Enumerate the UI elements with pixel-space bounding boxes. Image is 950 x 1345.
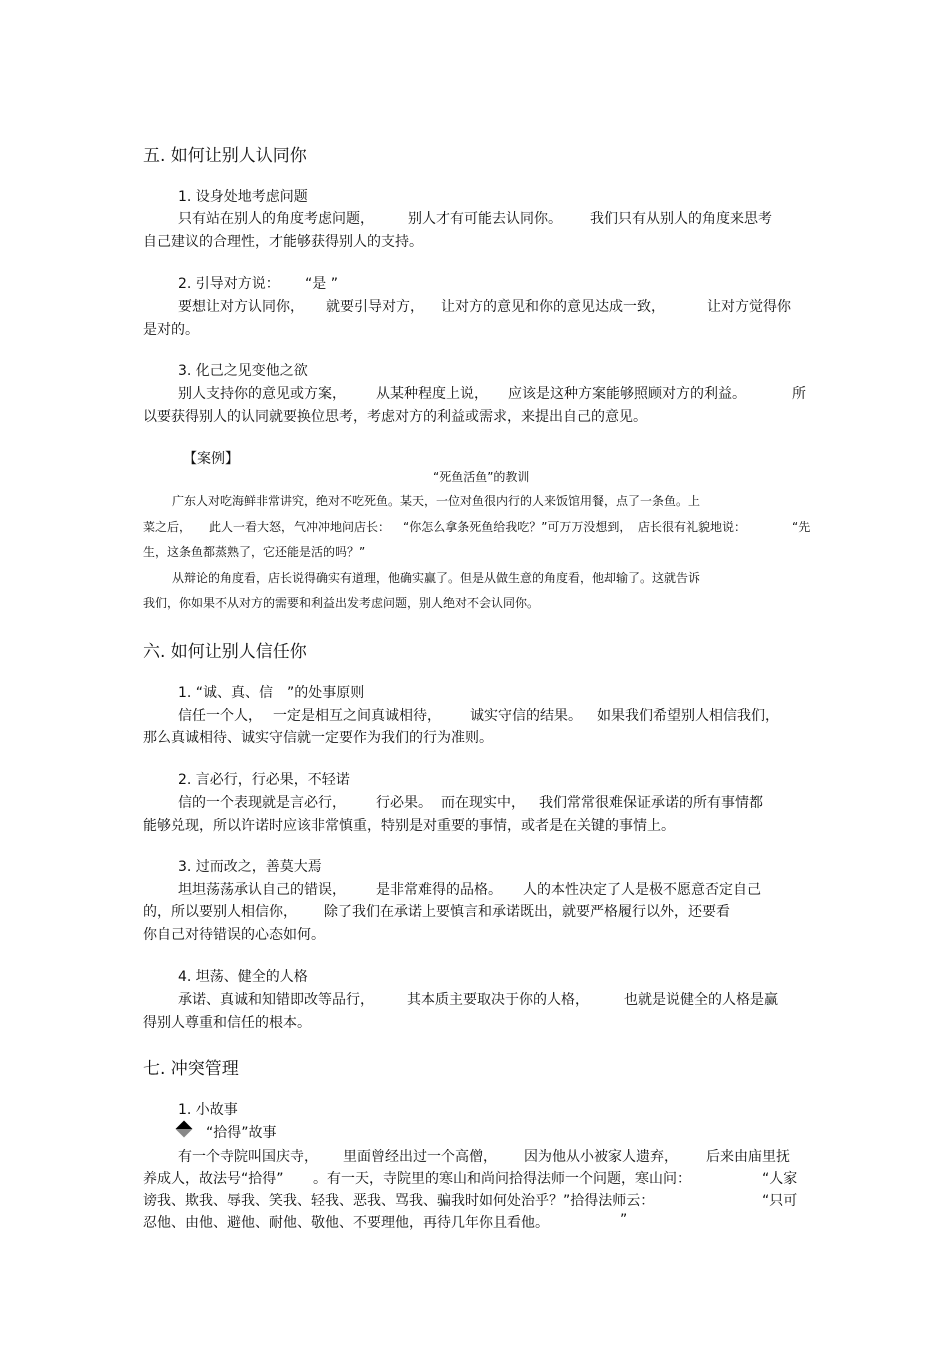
section-7-heading: 七. 冲突管理 (143, 1059, 239, 1079)
section-6-heading: 六. 如何让别人信任你 (143, 642, 307, 662)
s6-p3-text: 除了我们在承诺上要慎言和承诺既出，就要严格履行以外，还要看 (324, 904, 730, 920)
s6-p4-title: 4. 坦荡、健全的人格 (178, 969, 308, 985)
s5-p2-title: 2. 引导对方说： (178, 276, 280, 292)
s5-p1-title: 1. 设身处地考虑问题 (178, 189, 308, 205)
case-text: 此人一看大怒， (209, 520, 294, 534)
s6-p2-text: 我们常常很难保证承诺的所有事情都 (539, 795, 763, 811)
case-text: 广东人对吃海鲜非常讲究，绝对不吃死鱼。某天，一位对鱼很内行的人来饭馆用餐，点了一条鱼。上 (172, 494, 701, 508)
s5-p3-text: 以要获得别人的认同就要换位思考，考虑对方的利益或需求，来提出自己的意见。 (143, 409, 647, 425)
s5-p1-text: 别人才有可能去认同你。 (408, 211, 562, 227)
s6-p4-text: 得别人尊重和信任的根本。 (143, 1015, 311, 1031)
section-5-heading: 五. 如何让别人认同你 (143, 146, 307, 166)
s6-p1-title: 1. “诚、真、信 (178, 685, 274, 701)
s5-p1-text: 自己建议的合理性，才能够获得别人的支持。 (143, 234, 423, 250)
story-text: 里面曾经出过一个高僧， (343, 1149, 497, 1165)
s6-p1-text: 信任一个人， (178, 708, 262, 724)
s7-p1-title: 1. 小故事 (178, 1102, 238, 1118)
s6-p2-text: 而在现实中， (441, 795, 525, 811)
s6-p1-title-suffix: ”的处事原则 (287, 685, 365, 701)
case-text: “先 (792, 520, 811, 534)
case-title: “死鱼活鱼”的教训 (433, 470, 530, 484)
story-text: 有一个寺院叫国庆寺， (178, 1149, 318, 1165)
s6-p1-text: 一定是相互之间真诚相待， (273, 708, 441, 724)
s6-p2-text: 能够兑现，所以许诺时应该非常慎重，特别是对重要的事情，或者是在关键的事情上。 (143, 818, 675, 834)
story-text: 谤我、欺我、辱我、笑我、轻我、恶我、骂我、骗我时如何处治乎？”拾得法师云： (143, 1193, 655, 1209)
s6-p1-text: 如果我们希望别人相信我们， (597, 708, 779, 724)
s6-p2-text: 信的一个表现就是言必行， (178, 795, 346, 811)
case-text: “你怎么拿条死鱼给我吃？”可万万没想到， (403, 520, 632, 534)
s6-p3-text: 坦坦荡荡承认自己的错误， (178, 882, 346, 898)
case-text: 气冲冲地问店长： (294, 520, 391, 534)
s6-p3-text: 是非常难得的品格。 (376, 882, 502, 898)
case-text: 从辩论的角度看，店长说得确实有道理，他确实赢了。但是从做生意的角度看，他却输了。这就告诉 (172, 571, 701, 585)
s5-p2-text: 是对的。 (143, 322, 199, 338)
s6-p3-title: 3. 过而改之，善莫大焉 (178, 859, 322, 875)
case-label: 【案例】 (183, 451, 239, 467)
story-text: “人家 (762, 1171, 798, 1187)
s6-p1-text: 诚实守信的结果。 (470, 708, 582, 724)
s6-p2-title: 2. 言必行，行必果，不轻诺 (178, 772, 350, 788)
diamond-bullet-icon (176, 1121, 193, 1138)
s5-p3-title: 3. 化己之见变他之欲 (178, 363, 308, 379)
s6-p4-text: 也就是说健全的人格是赢 (624, 992, 778, 1008)
s5-p3-text: 别人支持你的意见或方案， (178, 386, 346, 402)
story-text: 后来由庙里抚 (706, 1149, 790, 1165)
s5-p2-text: 让对方的意见和你的意见达成一致， (441, 299, 665, 315)
s6-p3-text: 的，所以要别人相信你， (143, 904, 297, 920)
s6-p4-text: 承诺、真诚和知错即改等品行， (178, 992, 374, 1008)
s5-p2-text: 让对方觉得你 (707, 299, 791, 315)
story-text: “只可 (762, 1193, 798, 1209)
story-text: 忍他、由他、避他、耐他、敬他、不要理他，再待几年你且看他。 (143, 1215, 549, 1231)
s6-p4-text: 其本质主要取决于你的人格， (407, 992, 589, 1008)
s6-p1-text: 那么真诚相待、诚实守信就一定要作为我们的行为准则。 (143, 730, 493, 746)
story-text: ” (620, 1212, 628, 1228)
s5-p2-text: 就要引导对方， (326, 299, 424, 315)
s5-p1-text: 只有站在别人的角度考虑问题， (178, 211, 374, 227)
s5-p2-text: 要想让对方认同你， (178, 299, 304, 315)
case-text: 我们，你如果不从对方的需要和利益出发考虑问题，别人绝对不会认同你。 (143, 596, 540, 610)
case-text: 生，这条鱼都蒸熟了，它还能是活的吗？” (143, 545, 366, 559)
s5-p3-text: 从某种程度上说， (376, 386, 488, 402)
s5-p3-text: 所 (792, 386, 806, 402)
story-text: 。有一天，寺院里的寒山和尚问拾得法师一个问题，寒山问： (313, 1171, 691, 1187)
s5-p1-text: 我们只有从别人的角度来思考 (590, 211, 772, 227)
s5-p3-text: 应该是这种方案能够照顾对方的利益。 (508, 386, 746, 402)
s6-p2-text: 行必果。 (376, 795, 432, 811)
story-title: “拾得”故事 (206, 1125, 277, 1141)
s6-p3-text: 人的本性决定了人是极不愿意否定自己 (523, 882, 761, 898)
s6-p3-text: 你自己对待错误的心态如何。 (143, 927, 325, 943)
story-text: 因为他从小被家人遗弃， (524, 1149, 678, 1165)
story-text: 养成人，故法号“拾得” (143, 1171, 284, 1187)
case-text: 店长很有礼貌地说： (638, 520, 747, 534)
s5-p2-title-quote: “是 ” (305, 276, 338, 292)
case-text: 菜之后， (143, 520, 192, 534)
